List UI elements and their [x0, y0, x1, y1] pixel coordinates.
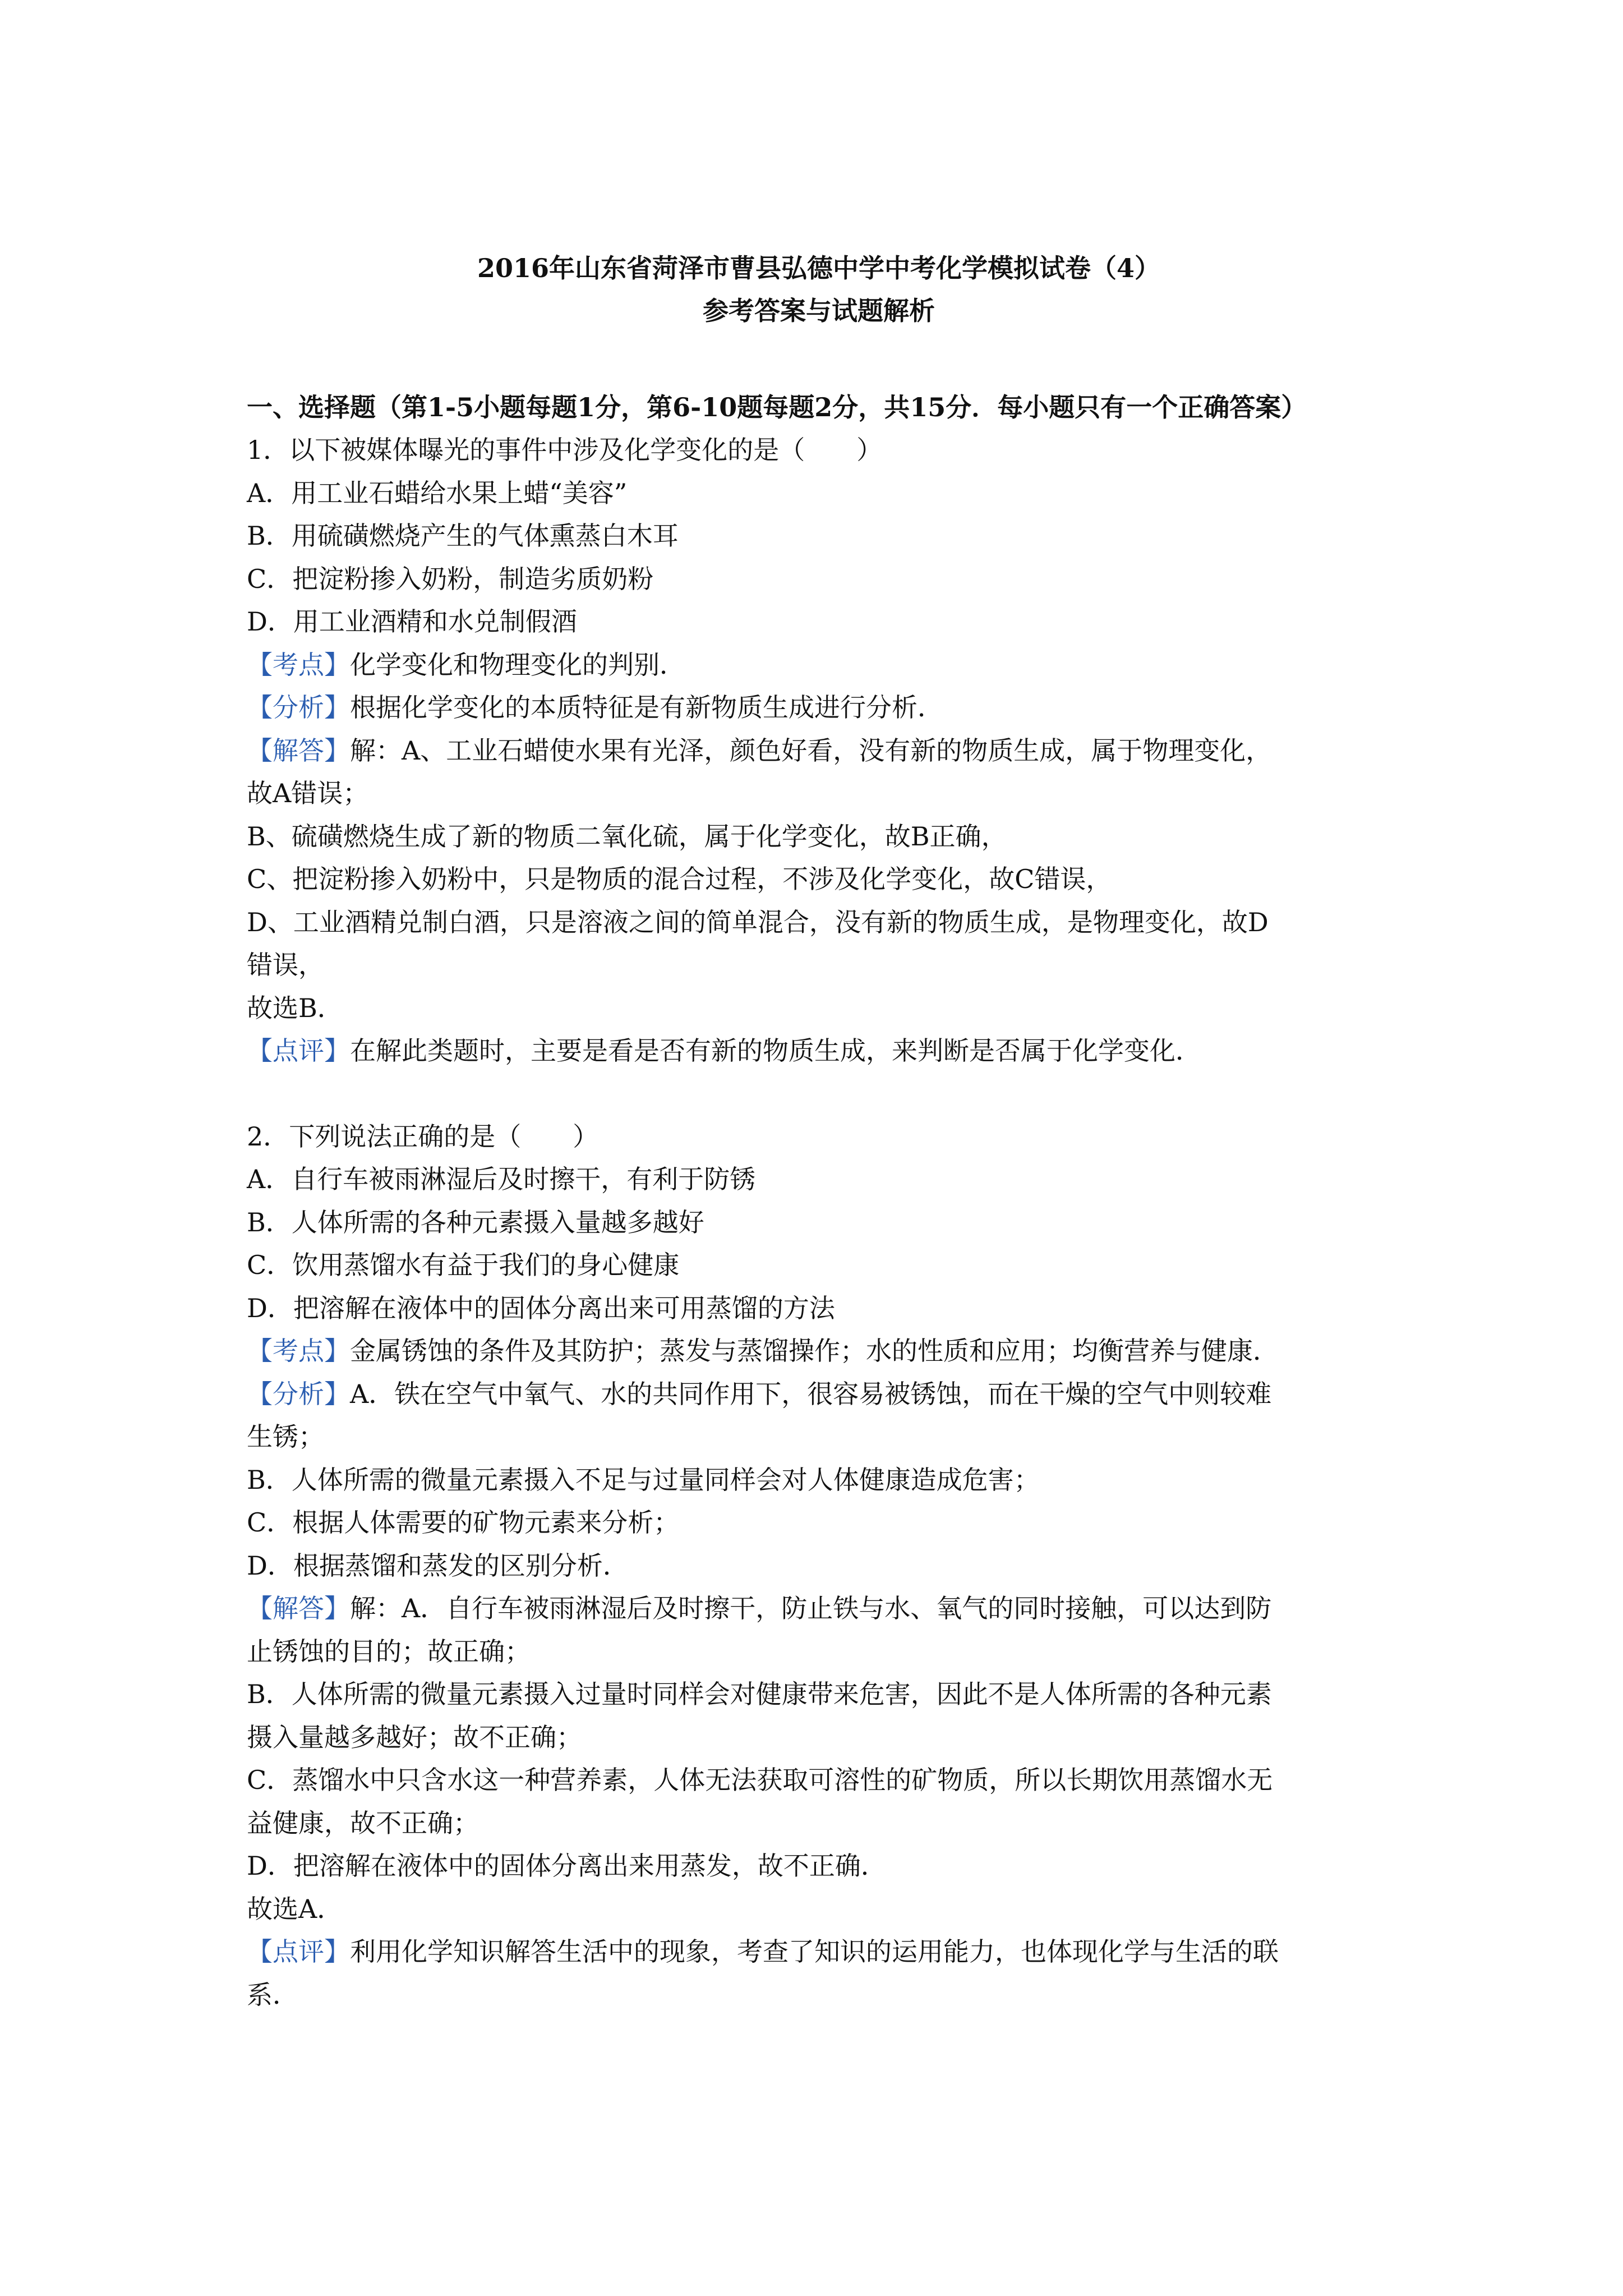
jieda-continuation: B、硫磺燃烧生成了新的物质二氧化硫，属于化学变化，故B正确， — [247, 821, 1007, 852]
option-c: C．把淀粉掺入奶粉，制造劣质奶粉 — [247, 563, 654, 594]
fenxi-continuation: 生锈； — [247, 1421, 324, 1452]
fenxi-continuation: C．根据人体需要的矿物元素来分析； — [247, 1507, 680, 1538]
fenxi-tag: 【分析】 — [247, 1378, 350, 1409]
jieda-text: 解：A．自行车被雨淋湿后及时擦干，防止铁与水、氧气的同时接触，可以达到防 — [350, 1593, 1272, 1623]
option-c: C．饮用蒸馏水有益于我们的身心健康 — [247, 1250, 680, 1280]
question-1 — [247, 429, 1391, 1073]
jieda-tag: 【解答】 — [247, 735, 350, 766]
document-page — [247, 247, 1391, 2016]
fenxi-text: A．铁在空气中氧气、水的共同作用下，很容易被锈蚀，而在干燥的空气中则较难 — [350, 1378, 1272, 1409]
section-heading: 一、选择题（第1-5小题每题1分，第6-10题每题2分，共15分．每小题只有一个正确答案） — [247, 392, 1307, 422]
kaodian-line — [247, 643, 1391, 687]
dianping-text: 在解此类题时，主要是看是否有新的物质生成，来判断是否属于化学变化． — [350, 1036, 1201, 1066]
jieda-line — [247, 729, 1391, 772]
jieda-continuation: C．蒸馏水中只含水这一种营养素，人体无法获取可溶性的矿物质，所以长期饮用蒸馏水无 — [247, 1765, 1273, 1795]
dianping-tag: 【点评】 — [247, 1936, 350, 1967]
fenxi-tag: 【分析】 — [247, 692, 350, 723]
kaodian-line — [247, 1329, 1391, 1373]
jieda-answer: 故选B． — [247, 992, 343, 1023]
option-a: A．用工业石蜡给水果上蜡“美容” — [247, 477, 628, 508]
jieda-line — [247, 1587, 1391, 1630]
fenxi-line — [247, 1373, 1391, 1416]
dianping-line — [247, 1029, 1391, 1073]
document-subtitle: 参考答案与试题解析 — [703, 296, 935, 326]
jieda-continuation: C、把淀粉掺入奶粉中，只是物质的混合过程，不涉及化学变化，故C错误， — [247, 864, 1112, 894]
option-d: D．把溶解在液体中的固体分离出来可用蒸馏的方法 — [247, 1292, 835, 1323]
dianping-line — [247, 1930, 1391, 1973]
question-stem: 2．下列说法正确的是（ ） — [247, 1121, 599, 1152]
jieda-tag: 【解答】 — [247, 1593, 350, 1623]
question-2 — [247, 1115, 1391, 2017]
fenxi-line — [247, 686, 1391, 729]
jieda-text: 解：A、工业石蜡使水果有光泽，颜色好看，没有新的物质生成，属于物理变化， — [350, 735, 1272, 766]
jieda-answer: 故选A． — [247, 1893, 343, 1924]
jieda-continuation: 止锈蚀的目的；故正确； — [247, 1636, 531, 1667]
question-spacer — [247, 1073, 1391, 1115]
dianping-text: 利用化学知识解答生活中的现象，考查了知识的运用能力，也体现化学与生活的联 — [350, 1936, 1279, 1967]
jieda-continuation: 摄入量越多越好；故不正确； — [247, 1722, 582, 1752]
option-d: D．用工业酒精和水兑制假酒 — [247, 606, 577, 637]
question-stem: 1．以下被媒体曝光的事件中涉及化学变化的是（ ） — [247, 435, 883, 465]
kaodian-tag: 【考点】 — [247, 1336, 350, 1366]
option-b: B．人体所需的各种元素摄入量越多越好 — [247, 1207, 704, 1237]
option-b: B．用硫磺燃烧产生的气体熏蒸白木耳 — [247, 521, 679, 551]
jieda-continuation: D、工业酒精兑制白酒，只是溶液之间的简单混合，没有新的物质生成，是物理变化，故D — [247, 907, 1269, 937]
jieda-continuation: 益健康，故不正确； — [247, 1807, 479, 1838]
fenxi-continuation: B．人体所需的微量元素摄入不足与过量同样会对人体健康造成危害； — [247, 1464, 1040, 1495]
fenxi-text: 根据化学变化的本质特征是有新物质生成进行分析． — [350, 692, 943, 723]
dianping-continuation: 系． — [247, 1979, 298, 2010]
document-title: 2016年山东省菏泽市曹县弘德中学中考化学模拟试卷（4） — [477, 253, 1161, 283]
jieda-continuation: 错误， — [247, 950, 324, 980]
kaodian-text: 金属锈蚀的条件及其防护；蒸发与蒸馏操作；水的性质和应用；均衡营养与健康． — [350, 1336, 1279, 1366]
jieda-continuation: D．把溶解在液体中的固体分离出来用蒸发，故不正确． — [247, 1851, 887, 1881]
jieda-continuation: B．人体所需的微量元素摄入过量时同样会对健康带来危害，因此不是人体所需的各种元素 — [247, 1679, 1272, 1709]
dianping-tag: 【点评】 — [247, 1036, 350, 1066]
jieda-continuation: 故A错误； — [247, 778, 369, 808]
fenxi-continuation: D．根据蒸馏和蒸发的区别分析． — [247, 1550, 629, 1581]
kaodian-text: 化学变化和物理变化的判别． — [350, 649, 685, 680]
option-a: A．自行车被雨淋湿后及时擦干，有利于防锈 — [247, 1164, 756, 1194]
kaodian-tag: 【考点】 — [247, 649, 350, 680]
